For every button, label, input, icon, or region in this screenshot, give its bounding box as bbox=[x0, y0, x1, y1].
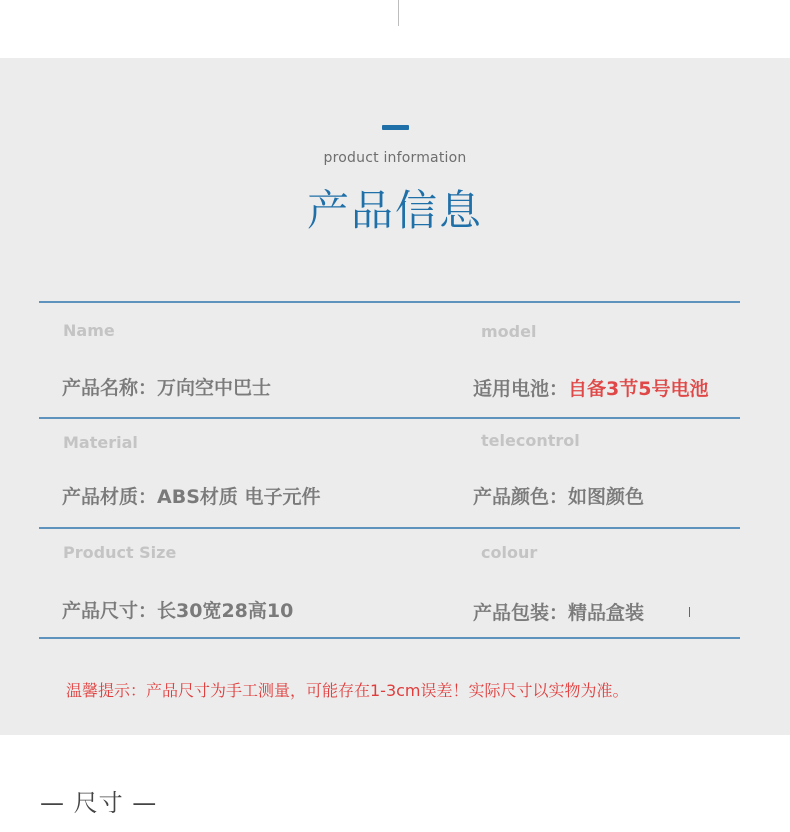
model-label: model bbox=[481, 322, 537, 341]
measurement-notice: 温馨提示：产品尺寸为手工测量，可能存在1-3cm误差！实际尺寸以实物为准。 bbox=[66, 681, 629, 700]
table-bottom-line bbox=[39, 637, 740, 639]
material-label: Material bbox=[63, 433, 138, 452]
product-name-value bbox=[62, 373, 271, 400]
color-value bbox=[473, 482, 644, 509]
battery-text: 自备3节5号电池 bbox=[568, 378, 709, 400]
color-text: 如图颜色 bbox=[568, 486, 645, 508]
material-text: ABS材质 电子元件 bbox=[157, 486, 321, 508]
table-line-2 bbox=[39, 527, 740, 529]
package-prefix: 产品包装： bbox=[473, 602, 569, 624]
small-tick-mark bbox=[689, 607, 690, 617]
accent-bar bbox=[382, 125, 409, 130]
material-prefix: 产品材质： bbox=[62, 486, 158, 508]
size-value bbox=[62, 596, 293, 623]
battery-value bbox=[473, 374, 708, 401]
size-label: Product Size bbox=[63, 543, 177, 562]
telecontrol-label: telecontrol bbox=[481, 431, 580, 450]
table-top-line bbox=[39, 301, 740, 303]
product-name-prefix: 产品名称： bbox=[62, 377, 158, 399]
size-section-heading: — 尺寸 — bbox=[40, 789, 158, 817]
package-value bbox=[473, 598, 644, 625]
name-label: Name bbox=[63, 321, 115, 340]
material-value bbox=[62, 482, 321, 509]
product-name-text: 万向空中巴士 bbox=[157, 377, 272, 399]
top-divider bbox=[398, 0, 399, 26]
section-subtitle: product information bbox=[323, 150, 467, 166]
package-text: 精品盒装 bbox=[568, 602, 645, 624]
table-line-1 bbox=[39, 417, 740, 419]
section-title: 产品信息 bbox=[306, 186, 483, 235]
size-prefix: 产品尺寸： bbox=[62, 600, 158, 622]
product-info-panel bbox=[0, 58, 790, 735]
colour-label: colour bbox=[481, 543, 538, 562]
size-text: 长30宽28高10 bbox=[157, 600, 294, 622]
battery-prefix: 适用电池： bbox=[473, 378, 569, 400]
color-prefix: 产品颜色： bbox=[473, 486, 569, 508]
